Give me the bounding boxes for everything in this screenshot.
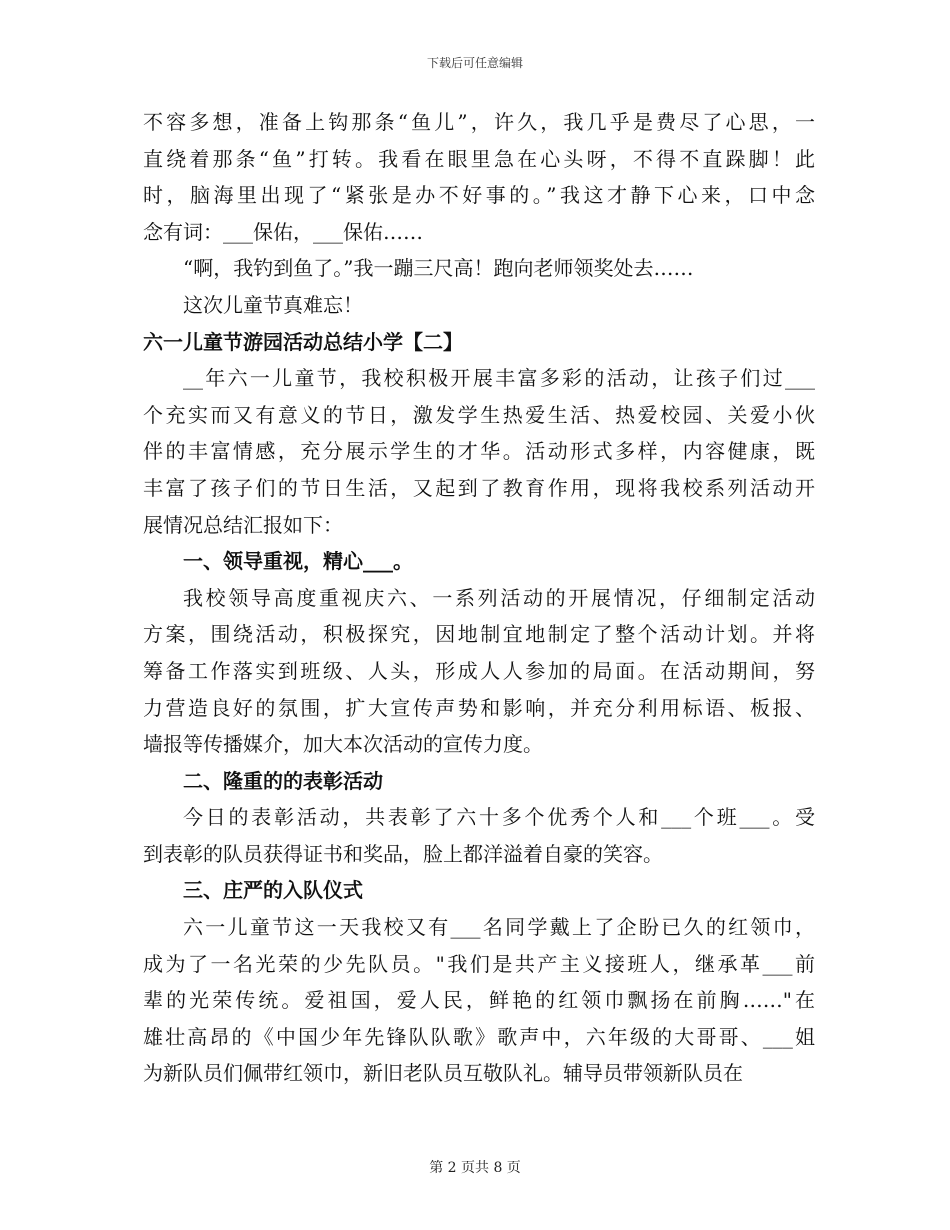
text-line: 力营造良好的氛围，扩大宣传声势和影响，并充分利用标语、板报、 (143, 695, 815, 720)
text-line: 到表彰的队员获得证书和奖品，脸上都洋溢着自豪的笑容。 (143, 841, 663, 866)
text-line: 念有词：___保佑，___保佑…… (143, 219, 423, 244)
text-line: 展情况总结汇报如下： (143, 512, 343, 537)
text-line: 今日的表彰活动，共表彰了六十多个优秀个人和___个班___。受 (183, 805, 815, 830)
text-line: 伴的丰富情感，充分展示学生的才华。活动形式多样，内容健康，既 (143, 439, 815, 464)
section-heading (143, 872, 815, 909)
text-line: 方案，围绕活动，积极探究，因地制宜地制定了整个活动计划。并将 (143, 622, 815, 647)
text-line: 不容多想，准备上钩那条“鱼儿”，许久，我几乎是费尽了心思，一 (143, 110, 815, 134)
paragraph (143, 909, 815, 1092)
text-line: 六一儿童节游园活动总结小学【二】 (143, 329, 463, 354)
text-line: 这次儿童节真难忘！ (183, 292, 363, 317)
text-line: 辈的光荣传统。爱祖国，爱人民，鲜艳的红领巾飘扬在前胸……"在 (143, 988, 815, 1013)
text-line: 直绕着那条“鱼”打转。我看在眼里急在心头呀，不得不直跺脚！此 (143, 146, 815, 171)
paragraph (143, 104, 815, 250)
text-line: 丰富了孩子们的节日生活，又起到了教育作用，现将我校系列活动开 (143, 475, 815, 500)
text-line: 时，脑海里出现了“紧张是办不好事的。”我这才静下心来，口中念 (143, 183, 815, 208)
text-line: 个充实而又有意义的节日，激发学生热爱生活、热爱校园、关爱小伙 (143, 402, 815, 427)
page-footer: 第 2 页共 8 页 (429, 1160, 521, 1176)
paragraph (143, 580, 815, 763)
section-heading (143, 763, 815, 800)
paragraph (143, 799, 815, 872)
paragraph (143, 360, 815, 543)
section-title (143, 324, 815, 361)
text-line: 为新队员们佩带红领巾，新旧老队员互敬队礼。辅导员带领新队员在 (143, 1061, 743, 1086)
section-heading (143, 543, 815, 580)
text-line: 我校领导高度重视庆六、一系列活动的开展情况，仔细制定活动 (183, 585, 815, 610)
paragraph (143, 250, 815, 287)
text-line: 墙报等传播媒介，加大本次活动的宣传力度。 (143, 732, 543, 757)
page-header: 下载后可任意编辑 (426, 56, 523, 70)
text-line: 成为了一名光荣的少先队员。"我们是共产主义接班人，继承革___前 (143, 951, 815, 976)
text-line: 一、领导重视，精心___。 (183, 549, 413, 574)
text-line: 六一儿童节这一天我校又有___名同学戴上了企盼已久的红领巾， (183, 915, 815, 940)
text-line: __年六一儿童节，我校积极开展丰富多彩的活动，让孩子们过___ (183, 366, 815, 391)
text-line: 雄壮高昂的《中国少年先锋队队歌》歌声中，六年级的大哥哥、___姐 (143, 1024, 815, 1049)
text-line: 筹备工作落实到班级、人头，形成人人参加的局面。在活动期间，努 (143, 658, 815, 683)
document-body (143, 104, 815, 1092)
text-line: 二、隆重的的表彰活动 (183, 768, 383, 793)
paragraph (143, 287, 815, 324)
text-line: 三、庄严的入队仪式 (183, 878, 363, 903)
text-line: “啊，我钓到鱼了。”我一蹦三尺高！跑向老师领奖处去…… (183, 256, 694, 281)
